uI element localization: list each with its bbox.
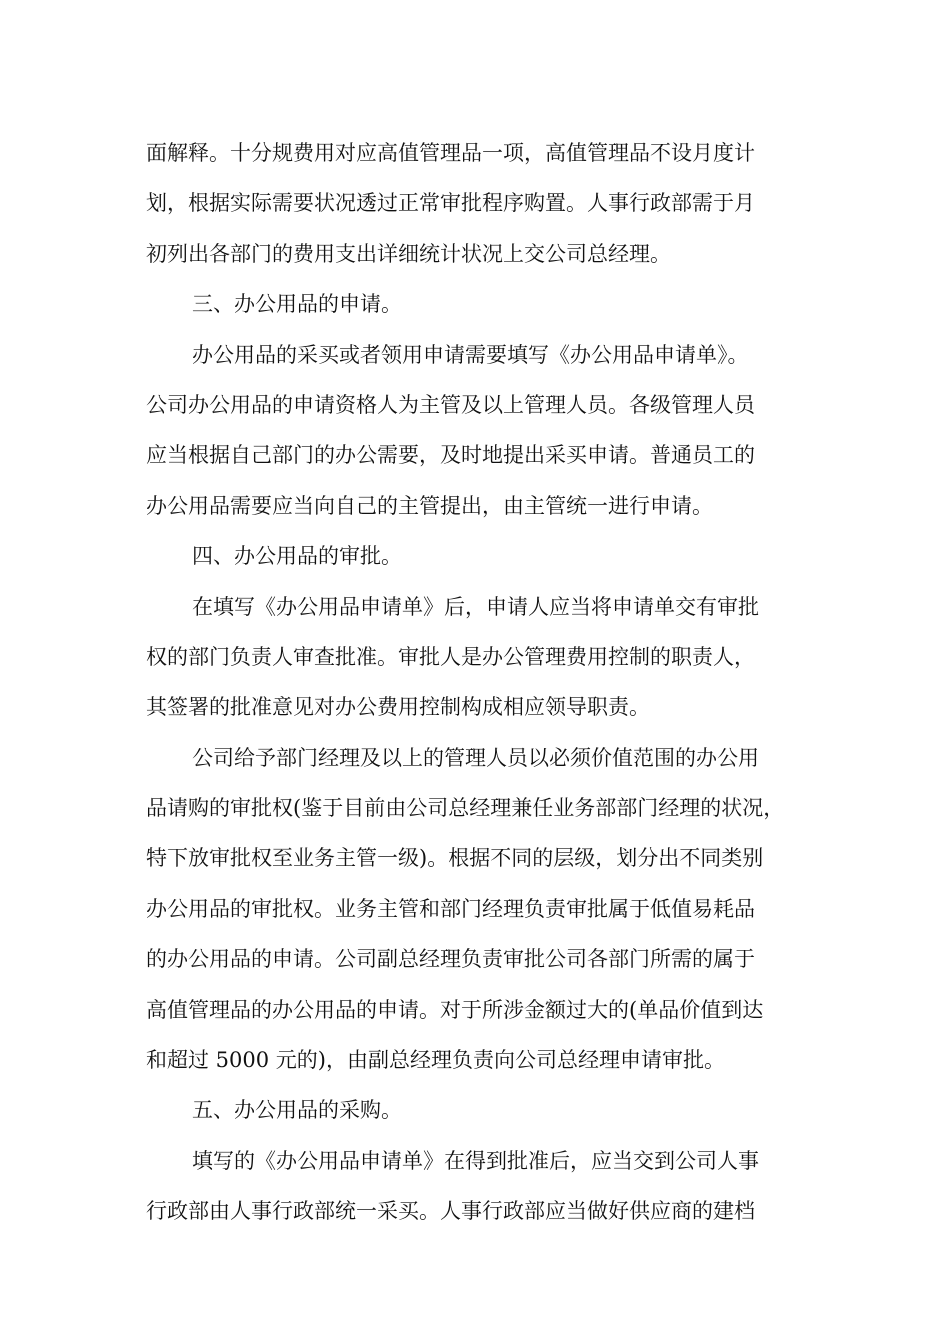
section-heading: 三、办公用品的申请。 (192, 292, 402, 317)
paragraph-line: 行政部由人事行政部统一采买。人事行政部应当做好供应商的建档 (146, 1199, 755, 1224)
paragraph-line: 办公用品需要应当向自己的主管提出，由主管统一进行申请。 (146, 493, 713, 518)
paragraph-line: 特下放审批权至业务主管一级)。根据不同的层级，划分出不同类别 (146, 846, 764, 871)
paragraph-line: 面解释。十分规费用对应高值管理品一项，高值管理品不设月度计 (146, 141, 755, 165)
paragraph-line: 办公用品的采买或者领用申请需要填写《办公用品申请单》。 (192, 342, 749, 367)
paragraph-line: 的办公用品的申请。公司副总经理负责审批公司各部门所需的属于 (146, 947, 755, 972)
paragraph-line: 权的部门负责人审查批准。审批人是办公管理费用控制的职责人， (146, 644, 755, 669)
document-body (146, 128, 816, 1237)
section-heading: 四、办公用品的审批。 (192, 544, 402, 569)
paragraph-line: 应当根据自己部门的办公需要，及时地提出采买申请。普通员工的 (146, 443, 755, 468)
paragraph-line: 公司给予部门经理及以上的管理人员以必须价值范围的办公用 (192, 745, 759, 770)
paragraph-line: 和超过 5000 元的)，由副总经理负责向公司总经理申请审批。 (146, 1048, 725, 1073)
section-heading: 五、办公用品的采购。 (192, 1098, 402, 1123)
paragraph-line: 品请购的审批权(鉴于目前由公司总经理兼任业务部部门经理的状况， (146, 796, 785, 821)
paragraph-line: 办公用品的审批权。业务主管和部门经理负责审批属于低值易耗品 (146, 896, 755, 921)
paragraph-line: 高值管理品的办公用品的申请。对于所涉金额过大的(单品价值到达 (146, 997, 764, 1022)
paragraph-line: 其签署的批准意见对办公费用控制构成相应领导职责。 (146, 695, 650, 720)
paragraph-line: 填写的《办公用品申请单》在得到批准后，应当交到公司人事 (192, 1148, 759, 1173)
paragraph-line: 划，根据实际需要状况透过正常审批程序购置。人事行政部需于月 (146, 191, 755, 216)
paragraph-line: 公司办公用品的申请资格人为主管及以上管理人员。各级管理人员 (146, 392, 755, 417)
paragraph-line: 在填写《办公用品申请单》后，申请人应当将申请单交有审批 (192, 594, 759, 619)
paragraph-line: 初列出各部门的费用支出详细统计状况上交公司总经理。 (146, 241, 671, 266)
